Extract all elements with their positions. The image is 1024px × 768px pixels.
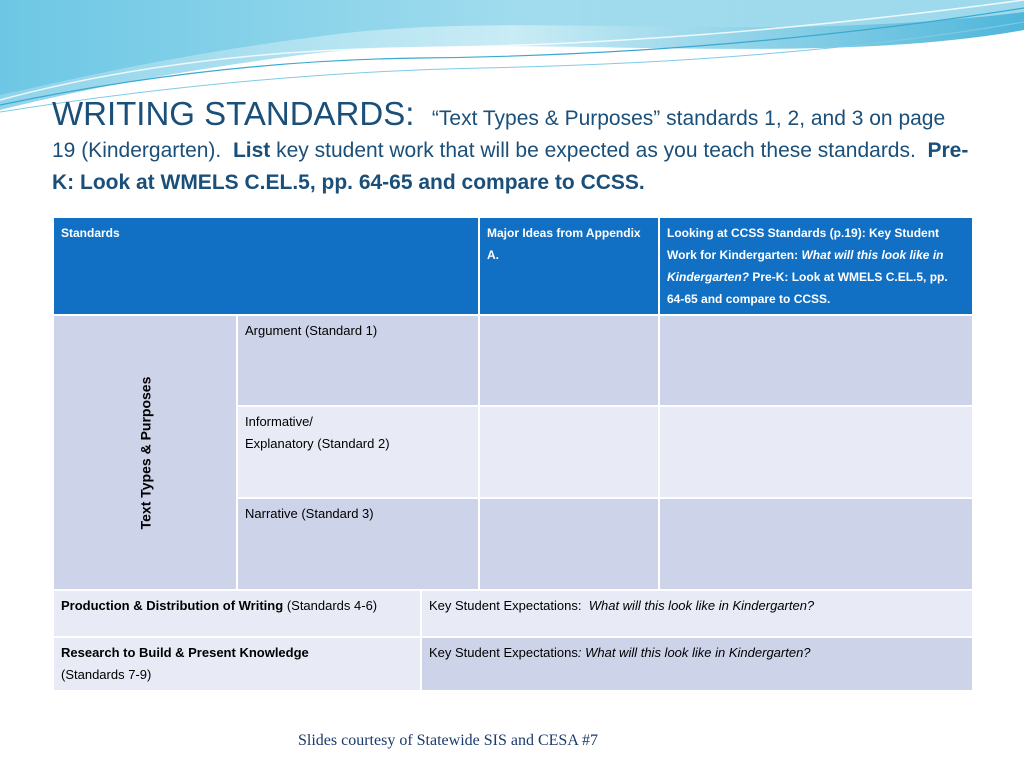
group-label-cell bbox=[53, 315, 237, 590]
production-normal: (Standards 4-6) bbox=[286, 598, 378, 613]
table-row bbox=[53, 590, 973, 637]
header-looking-suffix: Pre-K: Look at WMELS C.EL.5, pp. 64-65 and compare to CCSS. bbox=[667, 270, 948, 306]
production-expectations bbox=[421, 590, 973, 637]
title-line1: “Text Types & Purposes” standards 1, 2, and 3 on page 19 (Kindergarten). bbox=[52, 107, 946, 162]
title-line2: key student work that will be expected as you teach these standards. bbox=[276, 139, 916, 162]
header-looking-prefix: Looking at CCSS Standards (p.19): Key Student Work for Kindergarten: bbox=[667, 226, 940, 262]
production-label bbox=[53, 590, 421, 637]
research-expect-prefix: Key Student Expectations bbox=[429, 645, 578, 660]
cell-key-work-informative bbox=[659, 406, 973, 498]
footer-credit: Slides courtesy of Statewide SIS and CESA #7 bbox=[298, 732, 598, 749]
title-heading: WRITING STANDARDS: bbox=[52, 95, 415, 132]
title-list-word: List bbox=[232, 139, 271, 162]
row-label-informative-line1: Informative/ bbox=[245, 414, 313, 429]
header-major-ideas: Major Ideas from Appendix A. bbox=[479, 217, 659, 315]
cell-key-work-argument bbox=[659, 315, 973, 406]
slide-title bbox=[52, 95, 972, 199]
research-expectations bbox=[421, 637, 973, 691]
table-row bbox=[53, 637, 973, 691]
row-label-informative bbox=[237, 406, 479, 498]
table-row bbox=[53, 315, 973, 406]
row-label-argument: Argument (Standard 1) bbox=[237, 315, 479, 406]
group-label: Text Types & Purposes bbox=[137, 376, 153, 529]
research-bold: Research to Build & Present Knowledge bbox=[61, 645, 309, 660]
cell-major-ideas-informative bbox=[479, 406, 659, 498]
standards-table bbox=[52, 216, 974, 692]
research-expect-italic: : What will this look like in Kindergarten? bbox=[577, 645, 811, 660]
row-label-narrative: Narrative (Standard 3) bbox=[237, 498, 479, 590]
production-expect-italic: What will this look like in Kindergarten? bbox=[588, 598, 815, 613]
research-label bbox=[53, 637, 421, 691]
header-looking bbox=[659, 217, 973, 315]
row-label-informative-line2: Explanatory (Standard 2) bbox=[245, 436, 390, 451]
header-looking-italic: What will this look like in Kindergarten? bbox=[667, 248, 944, 284]
research-normal: (Standards 7-9) bbox=[61, 667, 152, 682]
title-prek: Pre-K: Look at WMELS C.EL.5, pp. 64-65 and compare to CCSS. bbox=[52, 139, 969, 194]
table-header-row bbox=[53, 217, 973, 315]
cell-major-ideas-narrative bbox=[479, 498, 659, 590]
cell-key-work-narrative bbox=[659, 498, 973, 590]
header-standards: Standards bbox=[53, 217, 479, 315]
production-expect-prefix: Key Student Expectations: bbox=[429, 598, 582, 613]
production-bold: Production & Distribution of Writing bbox=[61, 598, 284, 613]
cell-major-ideas-argument bbox=[479, 315, 659, 406]
